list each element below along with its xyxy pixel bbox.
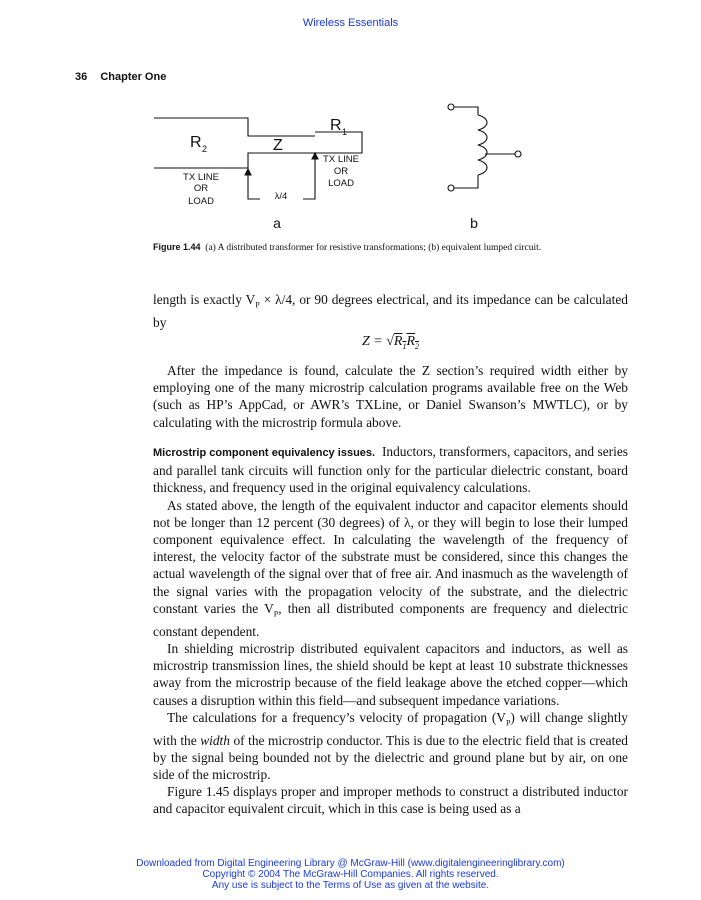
paragraph-1: length is exactly $V_P \times \lambda/4$, or 90 degrees electrical, and its impedance can be calculated by xyxy=(153,292,628,330)
right-arrow-head xyxy=(312,153,318,159)
label-panel-a: a xyxy=(273,215,281,231)
footer-line-2: Copyright © 2004 The McGraw-Hill Companies. All rights reserved. xyxy=(202,869,499,880)
right-stub xyxy=(315,132,362,153)
left-arrow-head xyxy=(245,169,251,175)
label-r2: R xyxy=(190,134,202,151)
top-link[interactable]: Wireless Essentials xyxy=(302,17,399,29)
figure-b-circuit xyxy=(448,104,521,191)
section-body: Microstrip component equivalency issues. Inductors, transformers, capacitors, and series and parallel tank circuits will function only for the particular dielectric constant, board thickness, and frequency used in the original equivalency calculations. As stated above, the length of the equivalent inductor and capacitor elements should not be longer than 12 percent (30 degrees) of λ, or they will begin to lose their lumped component equivalence effect. In calculating the wavelength of the frequency of interest, the velocity factor of the substrate must be considered, since this changes the actual wavelength of the signal over that of free air. And inasmuch as the wavelength of the signal varies with the propagation velocity of the substrate, and the dielectric constant varies the $V_P$, then all distributed components are frequency and dielectric constant dependent. In shielding microstrip distributed equivalent capacitors and inductors, as well as microstrip transmission lines, the shield should be kept at least 10 substrate thicknesses away from the microstrip because of the field leakage above the etched copper—which causes a disruption within this field—and subsequent impedance variations. The calculations for a frequency’s velocity of propagation $(V_P)$ will change slightly with the width of the microstrip conductor. This is due to the electric field that is created by the signal being bounded not by the dielectric and ground plane but by air, on one side of the microstrip. Figure 1.45 displays proper and improper methods to construct a distributed inductor and capacitor equivalent circuit, which in this case is being used as a xyxy=(153,444,629,817)
figure-1-44 xyxy=(140,95,540,235)
footer-line-1[interactable]: Downloaded from Digital Engineering Library @ McGraw-Hill (www.digitalengineeringlibrary.com) xyxy=(136,858,565,869)
label-panel-b: b xyxy=(470,215,478,231)
figure-caption xyxy=(153,241,573,254)
label-tx-left-3: LOAD xyxy=(188,196,214,207)
running-head xyxy=(75,71,166,83)
footer-line-3[interactable]: Any use is subject to the Terms of Use as given at the website. xyxy=(211,880,490,891)
label-z: Z xyxy=(273,137,283,154)
caption-label: Figure 1.44 xyxy=(153,242,201,252)
label-tx-right-3: LOAD xyxy=(328,178,354,189)
chapter-title: Chapter One xyxy=(100,71,167,83)
page-number: 36 xyxy=(75,71,88,83)
lead-bottom xyxy=(454,175,478,188)
label-r1-sub: 1 xyxy=(342,127,348,137)
label-tx-left-1: TX LINE xyxy=(183,172,219,183)
left-section-top xyxy=(154,118,315,136)
left-bracket xyxy=(248,193,260,199)
inductor-coil xyxy=(478,115,487,175)
label-tx-right-1: TX LINE xyxy=(323,154,359,165)
caption-text: (a) A distributed transformer for resistive transformations; (b) equivalent lumped circuit. xyxy=(205,243,542,253)
lead-top xyxy=(454,107,478,115)
label-r2-sub: 2 xyxy=(202,144,208,154)
impedance-formula: $Z = √R_1R_2$ xyxy=(361,334,420,351)
label-tx-right-2: OR xyxy=(333,166,349,177)
paragraph-2: After the impedance is found, calculate the Z section’s required width either by employing one of the many microstrip calculation programs available free on the Web (such as HP’s AppCad, or AWR’s TXLine, or Daniel Swanson’s MWTLC), or by calculating with the microstrip formula above. xyxy=(153,363,628,430)
terminal-top xyxy=(448,104,454,110)
right-bracket xyxy=(303,193,315,199)
terminal-tap xyxy=(515,151,521,157)
terminal-bottom xyxy=(448,185,454,191)
label-r1: R xyxy=(330,117,342,134)
section-heading: Microstrip component equivalency issues. xyxy=(153,447,376,459)
label-tx-left-2: OR xyxy=(193,183,209,194)
left-section-bottom xyxy=(154,153,315,168)
footer xyxy=(0,858,701,891)
label-quarter-wave: λ/4 xyxy=(274,191,288,202)
